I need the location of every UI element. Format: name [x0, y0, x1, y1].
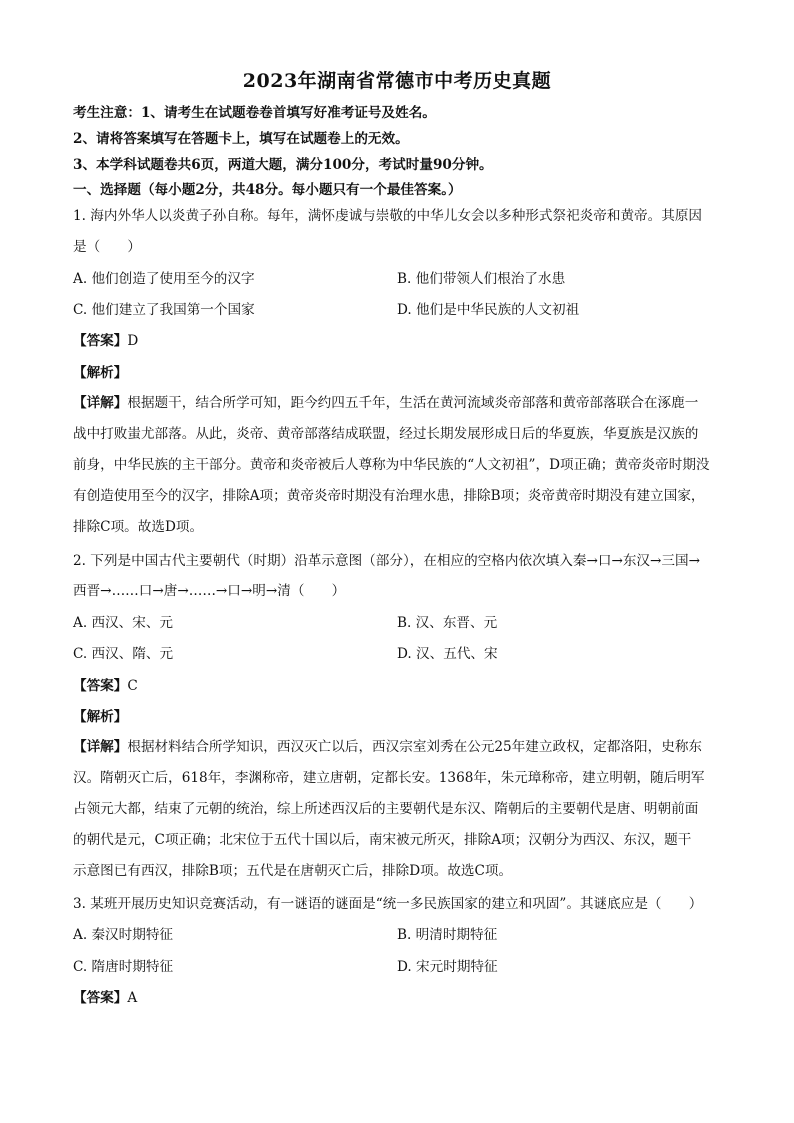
section-heading: 一、选择题（每小题2分，共48分。每小题只有一个最佳答案。） — [73, 182, 462, 198]
option-a: A. 他们创造了使用至今的汉字 — [73, 271, 255, 287]
detail-line: 汉。隋朝灭亡后，618年，李渊称帝，建立唐朝，定都长安。1368年，朱元璋称帝，建立明朝，随后明军 — [73, 770, 705, 786]
question-stem: 是（ ） — [73, 239, 141, 255]
bracket-tag: 【答案】 — [73, 990, 128, 1006]
option-d: D. 他们是中华民族的人文初祖 — [397, 302, 580, 318]
detail-line: 排除C项。故选D项。 — [73, 519, 204, 535]
option-a: A. 西汉、宋、元 — [73, 615, 174, 631]
detail-line: 前身，中华民族的主干部分。黄帝和炎帝被后人尊称为中华民族的“人文初祖”，D项正确；黄帝炎帝时期没 — [73, 457, 710, 473]
detail-line: 占领元大都，结束了元朝的统治，综上所述西汉后的主要朝代是东汉、隋朝后的主要朝代是唐、明朝前面 — [73, 801, 699, 817]
question-stem: 西晋→……口→唐→……→口→明→清（ ） — [73, 583, 346, 599]
option-c: C. 隋唐时期特征 — [73, 959, 174, 975]
question-stem: 2. 下列是中国古代主要朝代（时期）沿革示意图（部分），在相应的空格内依次填入秦→口→东汉→三国→ — [73, 553, 700, 569]
bracket-tag: 【答案】 — [73, 678, 128, 694]
question-stem: 1. 海内外华人以炎黄子孙自称。每年，满怀虔诚与崇敬的中华儿女会以多种形式祭祀炎帝和黄帝。其原因 — [73, 208, 703, 224]
answer-label: 【答案】D — [73, 333, 139, 349]
bracket-tag: 【详解】 — [73, 395, 128, 411]
option-b: B. 汉、东晋、元 — [397, 615, 498, 631]
notice-line: 3、本学科试题卷共6页，两道大题，满分100分，考试时量90分钟。 — [73, 157, 493, 173]
detail-line: 战中打败蚩尤部落。从此，炎帝、黄帝部落结成联盟，经过长期发展形成日后的华夏族，华夏族是汉族的 — [73, 426, 699, 442]
option-b: B. 明清时期特征 — [397, 927, 498, 943]
page-title: 2023年湖南省常德市中考历史真题 — [242, 70, 552, 92]
bracket-tag: 【答案】 — [73, 333, 128, 349]
option-b: B. 他们带领人们根治了水患 — [397, 271, 566, 287]
detail-line: 【详解】根据题干，结合所学可知，距今约四五千年，生活在黄河流域炎帝部落和黄帝部落联合在涿鹿一 — [73, 395, 699, 411]
question-stem: 3. 某班开展历史知识竞赛活动，有一谜语的谜面是“统一多民族国家的建立和巩固”。其谜底应是（ ） — [73, 896, 703, 912]
bracket-tag: 【解析】 — [73, 365, 128, 381]
detail-paragraph — [73, 388, 721, 543]
detail-line: 有创造使用至今的汉字，排除A项；黄帝炎帝时期没有治理水患，排除B项；炎帝黄帝时期没有建立国家， — [73, 488, 705, 504]
detail-line: 【详解】根据材料结合所学知识，西汉灭亡以后，西汉宗室刘秀在公元25年建立政权，定都洛阳，史称东 — [73, 739, 703, 755]
detail-line: 示意图已有西汉，排除B项；五代是在唐朝灭亡后，排除D项。故选C项。 — [73, 863, 513, 879]
option-c: C. 西汉、隋、元 — [73, 646, 174, 662]
detail-line: 的朝代是元，C项正确；北宋位于五代十国以后，南宋被元所灭，排除A项；汉朝分为西汉、东汉，题干 — [73, 832, 692, 848]
notice-line: 考生注意：1、请考生在试题卷卷首填写好准考证号及姓名。 — [73, 105, 436, 121]
option-a: A. 秦汉时期特征 — [73, 927, 174, 943]
notice-line: 2、请将答案填写在答题卡上，填写在试题卷上的无效。 — [73, 131, 409, 147]
analysis-label — [73, 364, 127, 382]
answer-label: 【答案】C — [73, 678, 138, 694]
option-d: D. 宋元时期特征 — [397, 959, 498, 975]
answer-label: 【答案】A — [73, 990, 138, 1006]
bracket-tag: 【详解】 — [73, 739, 128, 755]
bracket-tag: 【解析】 — [73, 709, 128, 725]
analysis-label — [73, 708, 127, 726]
detail-paragraph — [73, 732, 721, 887]
option-d: D. 汉、五代、宋 — [397, 646, 498, 662]
option-c: C. 他们建立了我国第一个国家 — [73, 302, 255, 318]
